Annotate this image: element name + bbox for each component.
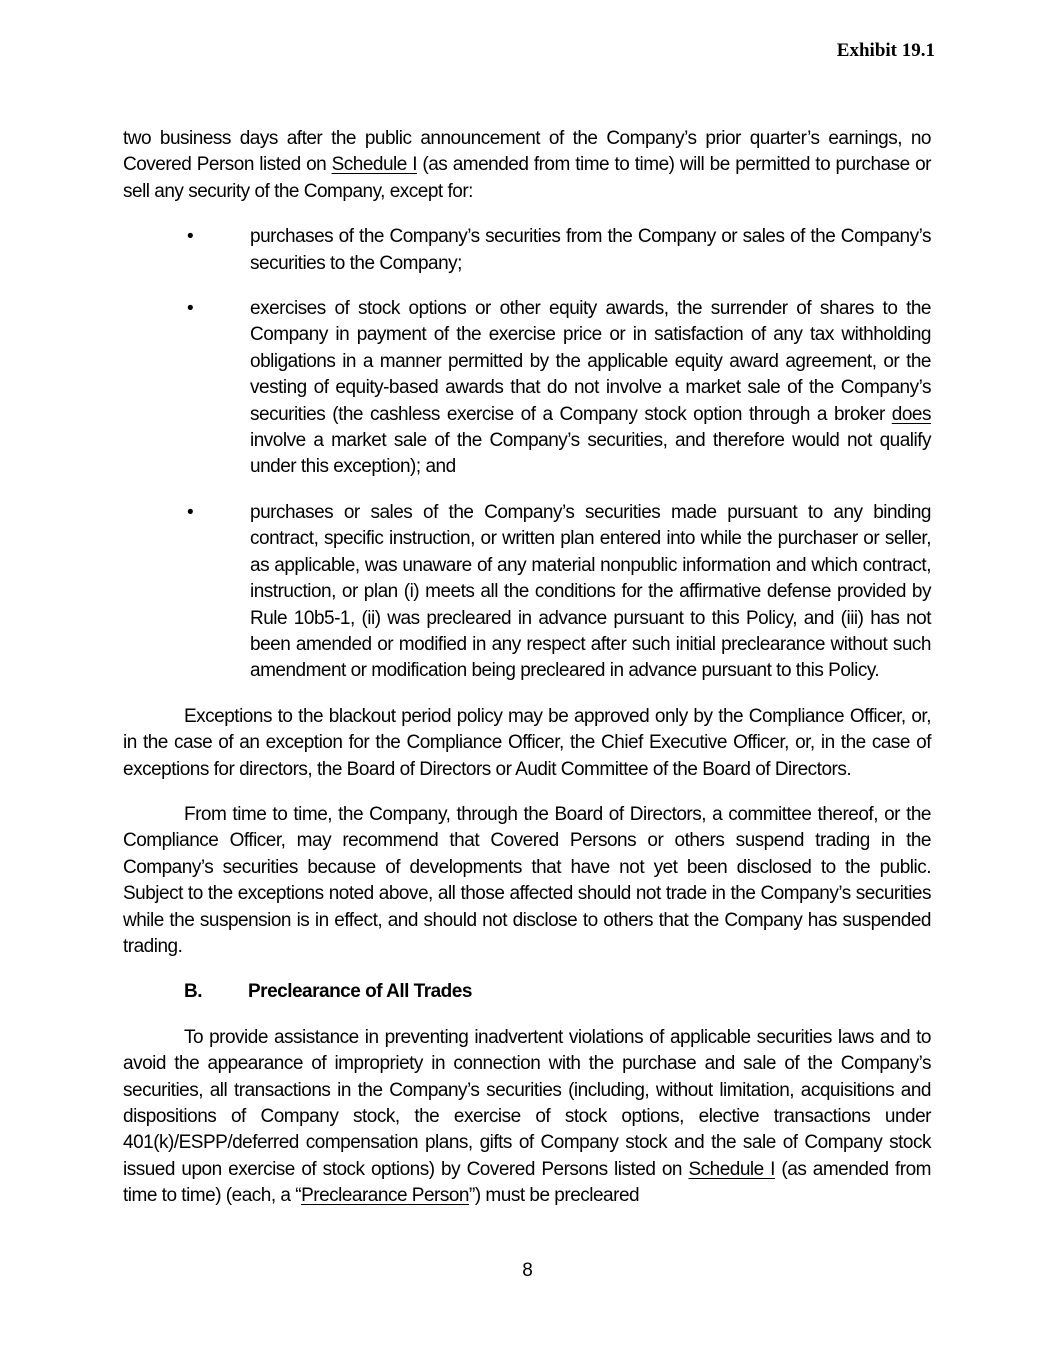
- section-title: Preclearance of All Trades: [248, 981, 472, 1003]
- paragraph-exceptions: Exceptions to the blackout period policy may be approved only by the Compliance Officer, or, in the case of an exception for the Compliance Officer, the Chief Executive Officer, or, in the case of exceptions for directors, the Board of Directors or Audit Committee of the Board of Directors.: [123, 705, 931, 780]
- section-number: B.: [184, 981, 202, 1003]
- bullet-item-trading-plans: [123, 500, 931, 685]
- paragraph-intro: two business days after the public announcement of the Company’s prior quarter’s earnings, no Covered Person listed on Schedule I (as amended from time to time) will be permitted to purchase or sell any security of the Company, except for:: [123, 128, 931, 202]
- bullet-text: purchases or sales of the Company’s securities made pursuant to any binding contract, specific instruction, or written plan entered into while the purchaser or seller, as applicable, was unaware of any material nonpublic information and which contract, instruction, or plan (i) meets all the conditions for the affirmative defense provided by Rule 10b5-1, (ii) was precleared in advance pursuant to this Policy, and (iii) has not been amended or modified in any respect after such initial preclearance without such amendment or modification being precleared in advance pursuant to this Policy.: [250, 501, 931, 682]
- bullet-item-purchases-sales: [123, 224, 931, 277]
- section-heading-preclearance: [123, 979, 931, 1005]
- exhibit-label: Exhibit 19.1: [836, 40, 935, 61]
- bullet-item-option-exercises: [123, 296, 931, 481]
- paragraph-preclearance: To provide assistance in preventing inadvertent violations of applicable securities laws and to avoid the appearance of impropriety in connection with the purchase and sale of the Company’s securities, all transactions in the Company’s securities (including, without limitation, acquisitions and dispositions of Company stock, the exercise of stock options, elective transactions under 401(k)/ESPP/deferred compensation plans, gifts of Company stock and the sale of Company stock issued upon exercise of stock options) by Covered Persons listed on Schedule I (as amended from time to time) (each, a “Preclearance Person”) must be precleared: [123, 1026, 931, 1207]
- bullet-text: exercises of stock options or other equity awards, the surrender of shares to the Company in payment of the exercise price or in satisfaction of any tax withholding obligations in a manner permitted by the applicable equity award agreement, or the vesting of equity-based awards that do not involve a market sale of the Company’s securities (the cashless exercise of a Company stock option through a broker does involve a market sale of the Company’s securities, and therefore would not qualify under this exception); and: [250, 298, 931, 478]
- document-body: [123, 126, 931, 1229]
- paragraph-suspension: From time to time, the Company, through the Board of Directors, a committee thereof, or the Compliance Officer, may recommend that Covered Persons or others suspend trading in the Company’s securities because of developments that have not yet been disclosed to the public. Subject to the exceptions noted above, all those affected should not trade in the Company’s securities while the suspension is in effect, and should not disclose to others that the Company has suspended trading.: [123, 803, 931, 957]
- bullet-text: purchases of the Company’s securities from the Company or sales of the Company’s securities to the Company;: [250, 226, 931, 274]
- bullet-icon: •: [187, 501, 194, 523]
- page-number: 8: [522, 1260, 533, 1281]
- bullet-icon: •: [187, 226, 194, 248]
- bullet-icon: •: [187, 298, 194, 320]
